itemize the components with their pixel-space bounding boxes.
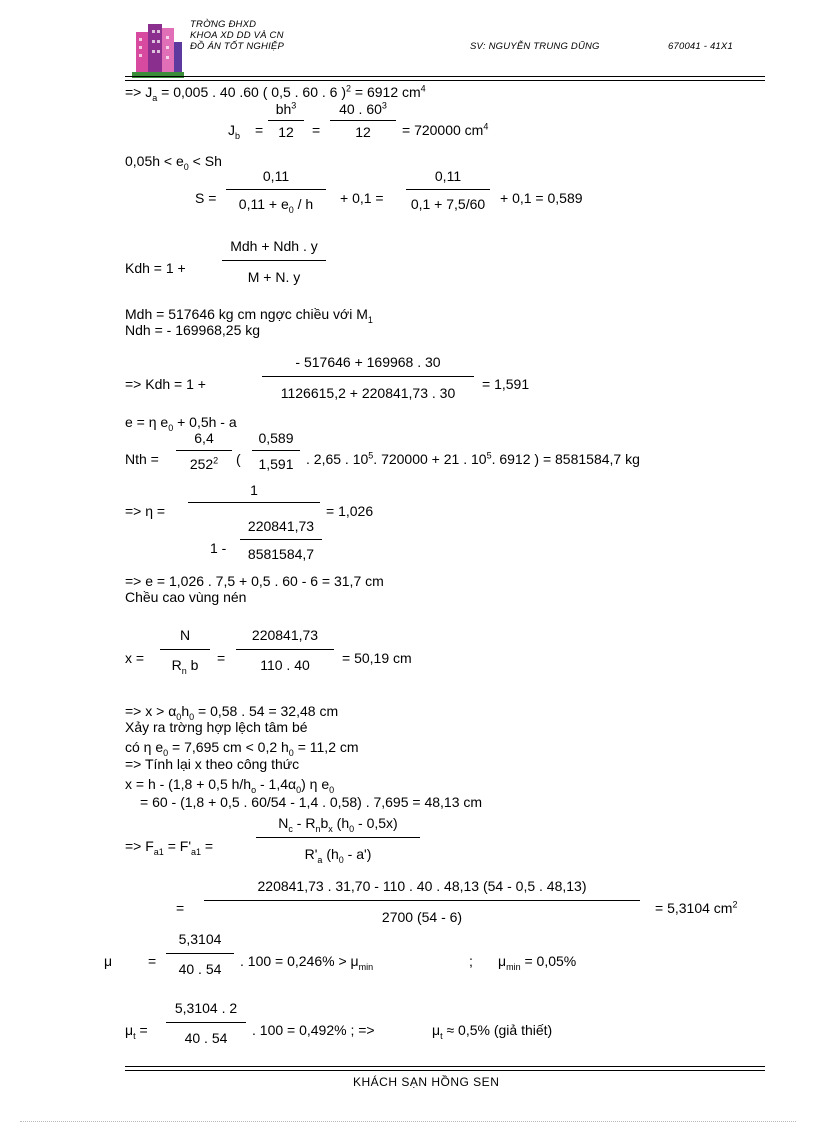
eta-label: => η = <box>125 503 166 519</box>
condition-line: $0,05h < e_0 < Sh$ <box>125 153 222 172</box>
mu-fraction: 5,3104 40 . 54 <box>166 931 234 977</box>
x-fraction-1: N $R_n$ b <box>160 627 210 673</box>
footer-rule-bottom <box>125 1070 765 1071</box>
kdh-fraction: Mdh + Ndh . y M + N. y <box>222 238 326 285</box>
jb-label: $J_b$ <box>228 122 241 141</box>
x-compare-line: => $x > \alpha_0h_0 = 0,58$ . 54 = 32,48 cm <box>125 703 339 722</box>
header-faculty: KHOA XD DD VÀ CN <box>190 30 284 41</box>
x-label: x = <box>125 650 145 666</box>
fa-label: => $F_{a1} = F'_{a1}$ = <box>125 838 214 857</box>
header-project: ĐỒ ÁN TỐT NGHIỆP <box>190 41 284 52</box>
mut-fraction: 5,3104 . 2 40 . 54 <box>166 1000 246 1046</box>
mut-result: . 100 = 0,492% ; => <box>252 1022 375 1038</box>
x-formula-line: x = h - (1,8 + 0,5 $h/h_o - 1,4\alpha_0$) η $e_0$ <box>125 776 335 795</box>
page-edge-divider <box>20 1121 796 1122</box>
ndh-line: Ndh = - 169968,25 kg <box>125 322 261 338</box>
mu-separator: ; <box>469 953 473 969</box>
s-result: + 0,1 = 0,589 <box>500 190 583 206</box>
kdh-label: Kdh = 1 + <box>125 260 186 276</box>
footer-title: KHÁCH SẠN HỒNG SEN <box>353 1075 500 1089</box>
header-rule-top <box>125 76 765 77</box>
kdh2-label: => Kdh = 1 + <box>125 376 206 392</box>
nth-fraction-2: 0,589 1,591 <box>252 430 300 472</box>
nth-label: Nth = <box>125 451 159 467</box>
nth-open-paren: ( <box>236 451 241 467</box>
x-result: = 50,19 cm <box>342 650 412 666</box>
chieu-cao-heading: Chều cao vùng nén <box>125 589 247 605</box>
nth-tail: . 2,65 . $10^5$. 720000 + 21 . $10^5$. 6912 ) = 8581584,7 kg <box>306 450 640 467</box>
mdh-line: Mdh = 517646 kg cm ngợc chiều với $M_1$ <box>125 306 373 325</box>
mu-eq: = <box>148 953 157 969</box>
x-fraction-2: 220841,73 110 . 40 <box>236 627 334 673</box>
jb-fraction-1: $bh^3$ 12 <box>268 101 304 140</box>
big-fraction: 220841,73 . 31,70 - 110 . 40 . 48,13 (54 - 0,5 . 48,13) 2700 (54 - 6) <box>204 878 640 925</box>
header-school: TRỜNG ĐHXD <box>190 19 257 30</box>
building-logo-icon <box>132 18 184 80</box>
jb-fraction-2: 40 . $60^3$ 12 <box>330 101 396 140</box>
x-eq: = <box>217 650 226 666</box>
jb-eq2: = <box>312 122 321 138</box>
co-line: có η $e_0 = 7,695$ cm < 0,2 $h_0 = 11,2$ cm <box>125 739 359 758</box>
big-result: = 5,3104 $cm^2$ <box>655 899 738 916</box>
s-fraction-1: 0,11 $0,11 + e_0 / h$ <box>226 168 326 212</box>
eta-fraction: 1 <box>188 482 320 503</box>
big-eq: = <box>176 900 185 916</box>
e-result: => e = 1,026 . 7,5 + 0,5 . 60 - 6 = 31,7 cm <box>125 573 384 589</box>
s-middle: + 0,1 = <box>340 190 384 206</box>
eta-result: = 1,026 <box>326 503 374 519</box>
s-fraction-2: 0,11 0,1 + 7,5/60 <box>406 168 490 212</box>
xay-ra-line: Xảy ra trờng hợp lệch tâm bé <box>125 719 308 735</box>
jb-result: = 720000 $cm^4$ <box>402 121 489 138</box>
tinh-lai-line: => Tính lại x theo công thức <box>125 756 300 772</box>
mu-min: $\mu_{min} = 0,05\%$ <box>498 953 577 972</box>
mut-label: $\mu_t$ = <box>125 1022 148 1041</box>
s-label: S = <box>195 190 217 206</box>
x-formula-line-2: = 60 - (1,8 + 0,5 . 60/54 - 1,4 . 0,58) . 7,695 = 48,13 cm <box>140 794 483 810</box>
footer-rule-top <box>125 1066 765 1067</box>
ja-line: => $J_a = 0,005$ . 40 .60 ( 0,5 . 60 . 6 )$^2$ = 6912 $cm^4$ <box>125 83 426 103</box>
nth-fraction-1: 6,4 $252^2$ <box>176 430 232 472</box>
mu-symbol: μ <box>104 953 113 969</box>
fa-fraction: $N_c - R_nb_x$ $(h_0 - 0,5x)$ $R'_a$ $(h_0 - a')$ <box>256 815 420 862</box>
header-rule-bottom <box>125 80 765 81</box>
header-class-code: 670041 - 41X1 <box>668 41 733 52</box>
kdh2-result: = 1,591 <box>482 376 530 392</box>
eta-one-minus: 1 - <box>210 540 227 556</box>
header-student: SV: NGUYỄN TRUNG DŨNG <box>470 41 600 52</box>
mu-result: . $100 = 0,246\% > \mu_{min}$ <box>240 953 374 972</box>
jb-eq1: = <box>255 122 264 138</box>
mut-assumption: $\mu_t \approx 0,5\%$ (giả thiết) <box>432 1022 553 1041</box>
e-line: e = η $e_0 + 0,5h - a$ <box>125 414 237 433</box>
eta-inner-fraction: 220841,73 8581584,7 <box>240 518 322 562</box>
kdh2-fraction: - 517646 + 169968 . 30 1126615,2 + 220841,73 . 30 <box>262 354 474 401</box>
